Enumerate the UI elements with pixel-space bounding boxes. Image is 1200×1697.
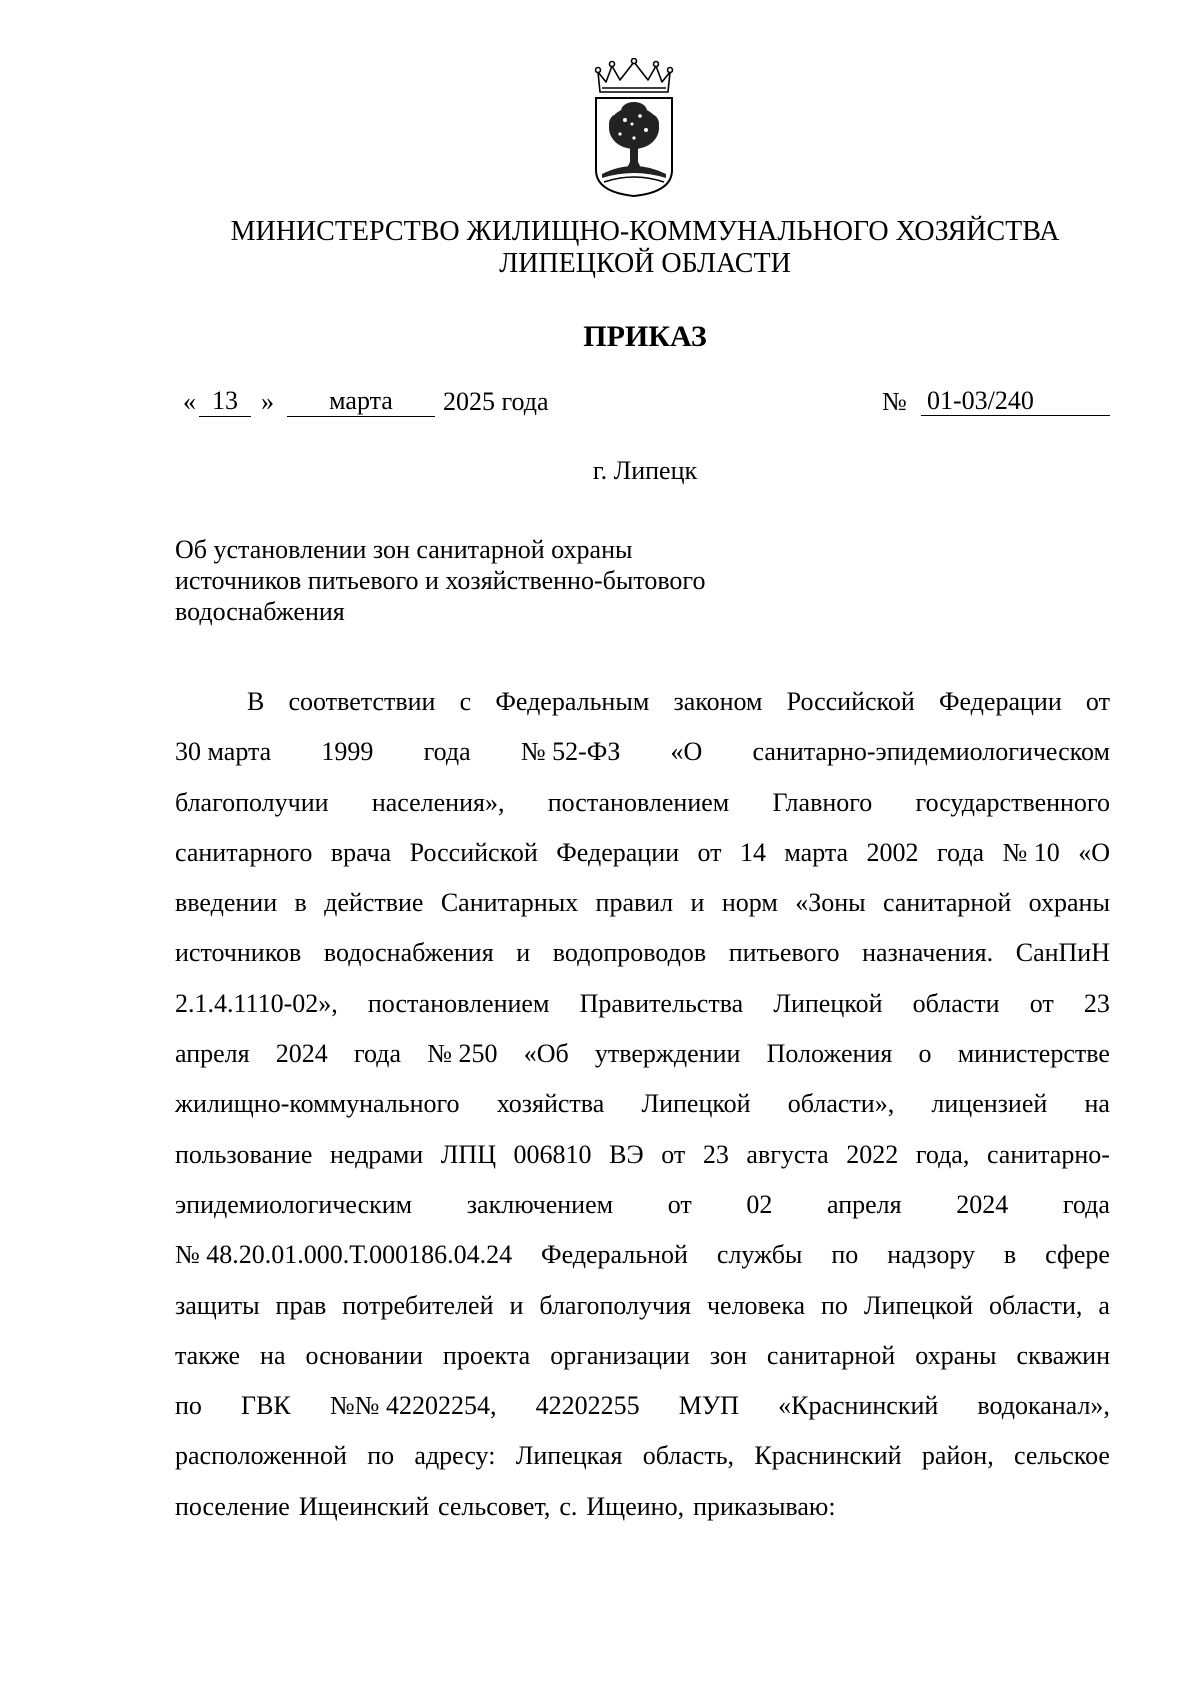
ministry-name: [100, 216, 1190, 280]
preamble-word: соответствии: [288, 687, 436, 716]
preamble-line: [175, 828, 1110, 878]
preamble-word: водопроводов: [552, 938, 707, 968]
preamble-word: постановлением: [367, 988, 550, 1018]
preamble-word: Липецкой: [773, 988, 883, 1018]
preamble-word: расположенной: [175, 1441, 347, 1471]
preamble-word: В: [247, 687, 265, 716]
preamble-word: Российской: [786, 687, 915, 716]
preamble-line: [175, 1180, 1110, 1230]
preamble-word: области,: [988, 1290, 1083, 1320]
preamble-word: зон: [709, 1340, 747, 1370]
preamble-word: Липецкой: [641, 1089, 751, 1119]
preamble-word: санитарной: [882, 888, 1012, 918]
preamble-word: организации: [550, 1340, 690, 1370]
preamble-word: утверждении: [594, 1039, 741, 1069]
preamble-word: в: [294, 888, 307, 918]
preamble-word: 2024: [275, 1039, 328, 1069]
preamble-line: [175, 979, 1110, 1029]
preamble-word: ЛПЦ: [440, 1139, 496, 1169]
preamble-word: действие: [324, 888, 424, 918]
preamble-word: Федерации: [556, 837, 680, 867]
preamble-word: № 250: [427, 1039, 498, 1069]
preamble-word: № 52-ФЗ: [520, 737, 621, 767]
preamble-word: основании: [305, 1340, 423, 1370]
preamble-word: адресу:: [414, 1441, 496, 1471]
preamble-word: Российской: [409, 837, 538, 867]
order-subject: [175, 534, 795, 627]
preamble-word: 1999: [321, 737, 374, 767]
preamble-line: [175, 1482, 1110, 1532]
preamble-word: 2002: [866, 837, 919, 867]
preamble-line: [175, 928, 1110, 978]
preamble-word: государственного: [915, 787, 1110, 817]
date-number-row: [175, 385, 1110, 419]
preamble-word: и: [690, 888, 705, 918]
preamble-word: Краснинский: [754, 1441, 902, 1471]
preamble-word: охраны: [915, 1340, 997, 1370]
preamble-word: Федерации: [938, 687, 1062, 716]
quote-open: «: [183, 387, 196, 416]
preamble-word: МУП: [678, 1391, 740, 1421]
preamble-word: назначения.: [862, 938, 994, 968]
order-month: марта: [287, 385, 435, 417]
preamble-word: с.: [559, 1491, 578, 1521]
preamble-word: «Зоны: [795, 888, 866, 918]
preamble-word: постановлением: [547, 787, 730, 817]
preamble-word: 2.1.4.1110-02»,: [175, 988, 338, 1018]
preamble-word: СанПиН: [1015, 938, 1110, 968]
preamble-word: министерстве: [957, 1039, 1110, 1069]
preamble-word: хозяйства: [496, 1089, 605, 1119]
preamble-word: Липецкая: [515, 1441, 623, 1471]
lipetsk-coat-of-arms-icon: [590, 58, 678, 200]
preamble-word: 2024: [956, 1189, 1009, 1219]
preamble-word: область,: [642, 1441, 735, 1471]
preamble-line: [175, 1331, 1110, 1381]
preamble-word: законом: [673, 687, 763, 716]
preamble-word: врача: [330, 837, 392, 867]
preamble-word: от: [667, 1189, 692, 1219]
preamble-word: по: [175, 1391, 202, 1421]
preamble-word: жилищно-коммунального: [175, 1089, 460, 1119]
preamble-word: от: [1085, 687, 1110, 716]
preamble-word: заключением: [466, 1189, 614, 1219]
preamble-word: водоканал»,: [977, 1391, 1110, 1421]
preamble-word: введении: [175, 888, 278, 918]
preamble-word: и: [516, 938, 531, 968]
subject-line: водоснабжения: [175, 597, 345, 626]
preamble-word: области: [912, 988, 1000, 1018]
preamble-word: года: [353, 1039, 402, 1069]
preamble-word: надзору: [887, 1240, 975, 1270]
order-day: 13: [199, 385, 251, 417]
preamble-word: источников: [175, 938, 302, 968]
preamble-word: недрами: [329, 1139, 424, 1169]
preamble-word: августа: [746, 1139, 829, 1169]
preamble-word: охраны: [1028, 888, 1110, 918]
preamble-word: эпидемиологическим: [175, 1189, 413, 1219]
preamble-word: от: [661, 1139, 686, 1169]
preamble-word: Ищеино,: [586, 1491, 685, 1521]
preamble-word: приказываю:: [693, 1491, 836, 1521]
preamble-word: санитарно-: [986, 1139, 1110, 1169]
document-type: ПРИКАЗ: [583, 320, 707, 353]
order-number: 01-03/240: [921, 385, 1110, 416]
preamble-word: Санитарных: [440, 888, 579, 918]
order-year: 2025 года: [443, 387, 549, 416]
preamble-word: службы: [716, 1240, 803, 1270]
preamble-word: благополучия: [539, 1290, 691, 1320]
preamble-text: [175, 677, 1110, 1532]
ministry-name-line-2: ЛИПЕЦКОЙ ОБЛАСТИ: [499, 248, 791, 279]
preamble-line: [175, 1230, 1110, 1280]
preamble-word: ГВК: [241, 1391, 291, 1421]
preamble-word: санитарного: [175, 837, 313, 867]
preamble-word: Положения: [766, 1039, 893, 1069]
preamble-word: сельское: [1014, 1441, 1110, 1471]
preamble-word: 23: [1083, 988, 1110, 1018]
preamble-word: года: [423, 737, 471, 767]
preamble-word: поселение: [175, 1491, 290, 1521]
preamble-word: марта: [784, 837, 849, 867]
preamble-word: также: [175, 1340, 241, 1370]
preamble-word: на: [260, 1340, 286, 1370]
preamble-word: Главного: [772, 787, 873, 817]
preamble-word: №№ 42202254,: [329, 1391, 497, 1421]
preamble-line: [175, 1130, 1110, 1180]
preamble-word: санитарной: [766, 1340, 896, 1370]
preamble-line: [175, 1079, 1110, 1129]
preamble-word: 30 марта: [175, 737, 272, 767]
preamble-word: населения»,: [371, 787, 505, 817]
ministry-name-line-1: МИНИСТЕРСТВО ЖИЛИЩНО-КОММУНАЛЬНОГО ХОЗЯЙСТВА: [230, 216, 1060, 247]
preamble-word: благополучии: [175, 787, 329, 817]
preamble-word: прав: [275, 1290, 327, 1320]
preamble-word: по: [831, 1240, 859, 1270]
preamble-word: пользование: [175, 1139, 313, 1169]
preamble-word: «О: [670, 737, 703, 767]
preamble-word: Правительства: [579, 988, 744, 1018]
preamble-word: 006810: [513, 1139, 592, 1169]
preamble-word: 23: [702, 1139, 729, 1169]
preamble-word: № 10: [1002, 837, 1060, 867]
preamble-word: от: [697, 837, 722, 867]
preamble-line: [175, 677, 1110, 727]
preamble-word: года: [936, 837, 985, 867]
preamble-word: Федеральным: [495, 687, 650, 716]
preamble-word: по: [367, 1441, 395, 1471]
preamble-line: [175, 1381, 1110, 1431]
preamble-line: [175, 727, 1110, 777]
preamble-word: норм: [721, 888, 778, 918]
preamble-word: «О: [1078, 837, 1110, 867]
preamble-word: 42202255: [535, 1391, 640, 1421]
preamble-word: года,: [915, 1139, 970, 1169]
preamble-word: лицензией: [931, 1089, 1048, 1119]
preamble-word: район,: [921, 1441, 994, 1471]
preamble-word: в: [1003, 1240, 1017, 1270]
quote-close: »: [261, 387, 274, 416]
preamble-word: № 48.20.01.000.Т.000186.04.24: [175, 1240, 513, 1270]
preamble-line: [175, 1431, 1110, 1481]
preamble-word: на: [1084, 1089, 1110, 1119]
preamble-word: человека: [706, 1290, 805, 1320]
preamble-line: [175, 1029, 1110, 1079]
city: г. Липецк: [592, 456, 698, 485]
preamble-word: скважин: [1016, 1340, 1110, 1370]
preamble-word: проекта: [442, 1340, 531, 1370]
preamble-word: питьевого: [728, 938, 840, 968]
preamble-word: ВЭ: [609, 1139, 644, 1169]
preamble-word: года: [1062, 1189, 1110, 1219]
preamble-word: по: [820, 1290, 848, 1320]
preamble-word: апреля: [827, 1189, 902, 1219]
number-sign: №: [882, 387, 907, 416]
preamble-word: водоснабжения: [323, 938, 494, 968]
preamble-word: потребителей: [342, 1290, 494, 1320]
preamble-line: [175, 878, 1110, 928]
preamble-word: санитарно-эпидемиологическом: [752, 737, 1110, 767]
preamble-line: [175, 778, 1110, 828]
preamble-word: о: [918, 1039, 932, 1069]
preamble-word: а: [1098, 1290, 1110, 1320]
preamble-word: правил: [595, 888, 674, 918]
preamble-word: сфере: [1045, 1240, 1110, 1270]
preamble-word: сельсовет,: [438, 1491, 551, 1521]
subject-line: Об установлении зон санитарной охраны: [175, 535, 633, 564]
preamble-word: от: [1029, 988, 1054, 1018]
preamble-word: 02: [746, 1189, 773, 1219]
preamble-word: защиты: [175, 1290, 260, 1320]
preamble-word: «Об: [523, 1039, 569, 1069]
preamble-word: 14: [739, 837, 766, 867]
preamble-word: Федеральной: [541, 1240, 688, 1270]
preamble-word: 2022: [846, 1139, 899, 1169]
preamble-word: области»,: [787, 1089, 895, 1119]
subject-line: источников питьевого и хозяйственно-бытового: [175, 566, 706, 595]
preamble-word: «Краснинский: [778, 1391, 939, 1421]
preamble-word: апреля: [175, 1039, 250, 1069]
preamble-line: [175, 1281, 1110, 1331]
preamble-word: с: [459, 687, 472, 716]
preamble-word: и: [509, 1290, 524, 1320]
preamble-word: Ищеинский: [298, 1491, 430, 1521]
preamble-word: Липецкой: [863, 1290, 974, 1320]
